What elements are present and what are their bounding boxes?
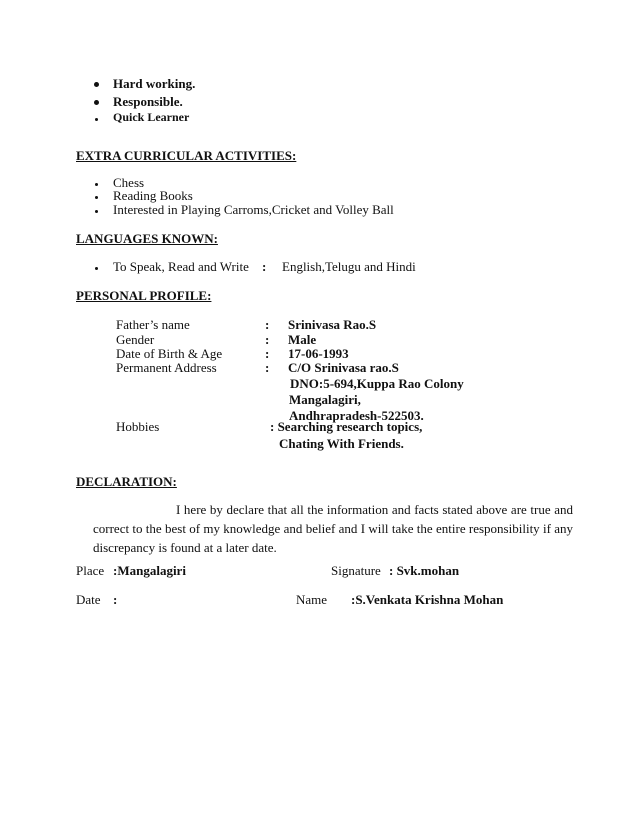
address-line: DNO:5-694,Kuppa Rao Colony (290, 376, 464, 391)
hobbies-line: : Searching research topics, (270, 419, 423, 434)
declaration-heading: DECLARATION: (76, 474, 177, 489)
quality-hard-working: Hard working. (113, 76, 196, 91)
gender-label: Gender (116, 332, 155, 347)
separator: : (265, 346, 270, 361)
father-value: Srinivasa Rao.S (288, 317, 377, 332)
date-label: Date (76, 592, 101, 607)
languages-separator: : (262, 259, 267, 274)
activity-item: Interested in Playing Carroms,Cricket and Volley Ball (113, 202, 394, 217)
languages-heading: LANGUAGES KNOWN: (76, 231, 218, 246)
date-value: : (113, 592, 118, 607)
dob-label: Date of Birth & Age (116, 346, 223, 361)
bullet-icon (95, 196, 98, 199)
languages-label: To Speak, Read and Write (113, 259, 249, 274)
dob-value: 17-06-1993 (288, 346, 349, 361)
separator: : (265, 317, 270, 332)
bullet-icon (95, 118, 98, 121)
declaration-text: I here by declare that all the information and facts stated above are true and correct to the best of my knowledge and belief and I will take the entire responsibility if any discrepancy is found at a later date. (93, 502, 573, 555)
address-line: Andhrapradesh-522503. (289, 408, 424, 423)
activity-item: Reading Books (113, 188, 193, 203)
activity-item: Chess (113, 175, 145, 190)
address-line: Mangalagiri, (289, 392, 361, 407)
bullet-icon (95, 267, 98, 270)
father-label: Father’s name (116, 317, 190, 332)
signature-value: : Svk.mohan (389, 563, 460, 578)
address-label: Permanent Address (116, 360, 217, 375)
quality-responsible: Responsible. (113, 94, 183, 109)
place-value: :Mangalagiri (113, 563, 186, 578)
separator: : (265, 332, 270, 347)
bullet-icon (95, 210, 98, 213)
address-line: C/O Srinivasa rao.S (288, 360, 399, 375)
signature-label: Signature (331, 563, 381, 578)
bullet-icon (95, 183, 98, 186)
separator: : (265, 360, 270, 375)
hobbies-label: Hobbies (116, 419, 160, 434)
quality-quick-learner: Quick Learner (113, 110, 190, 124)
name-label: Name (296, 592, 328, 607)
bullet-icon (94, 100, 99, 105)
languages-value: English,Telugu and Hindi (282, 259, 416, 274)
bullet-icon (94, 82, 99, 87)
extra-curricular-heading: EXTRA CURRICULAR ACTIVITIES: (76, 148, 297, 163)
hobbies-line: Chating With Friends. (279, 436, 404, 451)
place-label: Place (76, 563, 105, 578)
name-value: :S.Venkata Krishna Mohan (351, 592, 504, 607)
personal-profile-heading: PERSONAL PROFILE: (76, 288, 212, 303)
gender-value: Male (288, 332, 317, 347)
